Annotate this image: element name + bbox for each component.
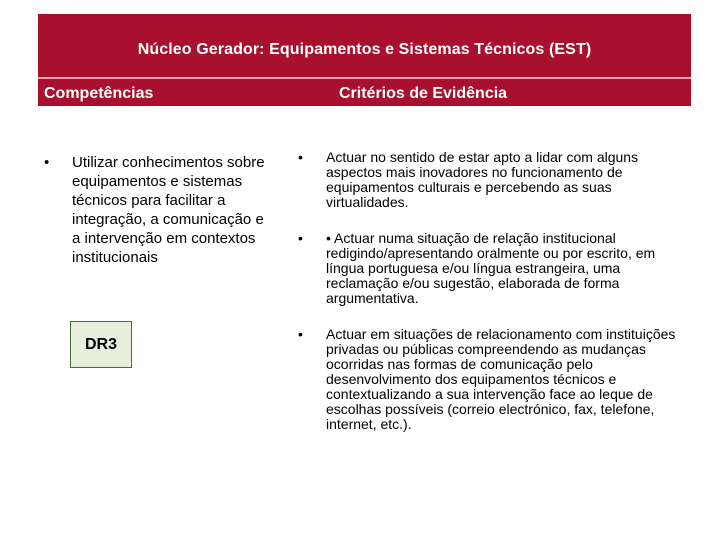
bullet-icon: • <box>298 149 303 165</box>
competencias-list <box>44 153 272 267</box>
criterio-text: • Actuar numa situação de relação institucional redigindo/apresentando oralmente ou por escrito, em língua portuguesa e/ou língua estrangeira, uma reclamação e/ou sugestão, elaborada de forma argumentativa. <box>326 230 656 306</box>
list-item <box>298 149 690 210</box>
page-title: Núcleo Gerador: Equipamentos e Sistemas Técnicos (EST) <box>137 41 592 58</box>
criterios-list <box>298 149 690 453</box>
list-item <box>298 326 690 432</box>
dr3-badge: DR3 <box>70 321 132 368</box>
bullet-icon: • <box>44 154 50 171</box>
list-item <box>44 153 272 267</box>
header-banner <box>38 14 691 106</box>
bullet-icon: • <box>298 326 303 342</box>
column-header-competencias: Competências <box>44 85 154 102</box>
column-header-criterios: Critérios de Evidência <box>339 85 508 102</box>
header-divider <box>38 77 691 79</box>
criterio-text: Actuar no sentido de estar apto a lidar com alguns aspectos mais inovadores no funcionamento de equipamentos culturais e percebendo as suas virtualidades. <box>326 149 639 210</box>
competencia-text: Utilizar conhecimentos sobre equipamentos e sistemas técnicos para facilitar a integração, a comunicação e a intervenção em contextos institucionais <box>72 154 265 266</box>
bullet-icon: • <box>298 230 303 246</box>
list-item <box>298 230 690 306</box>
criterio-text: Actuar em situações de relacionamento com instituições privadas ou públicas compreendendo as mudanças ocorridas nas formas de comunicação pelo desenvolvimento dos equipamentos técnicos e contextualizando a sua intervenção face ao leque de escolhas possíveis (correio electrónico, fax, telefone, internet, etc.). <box>326 326 676 432</box>
